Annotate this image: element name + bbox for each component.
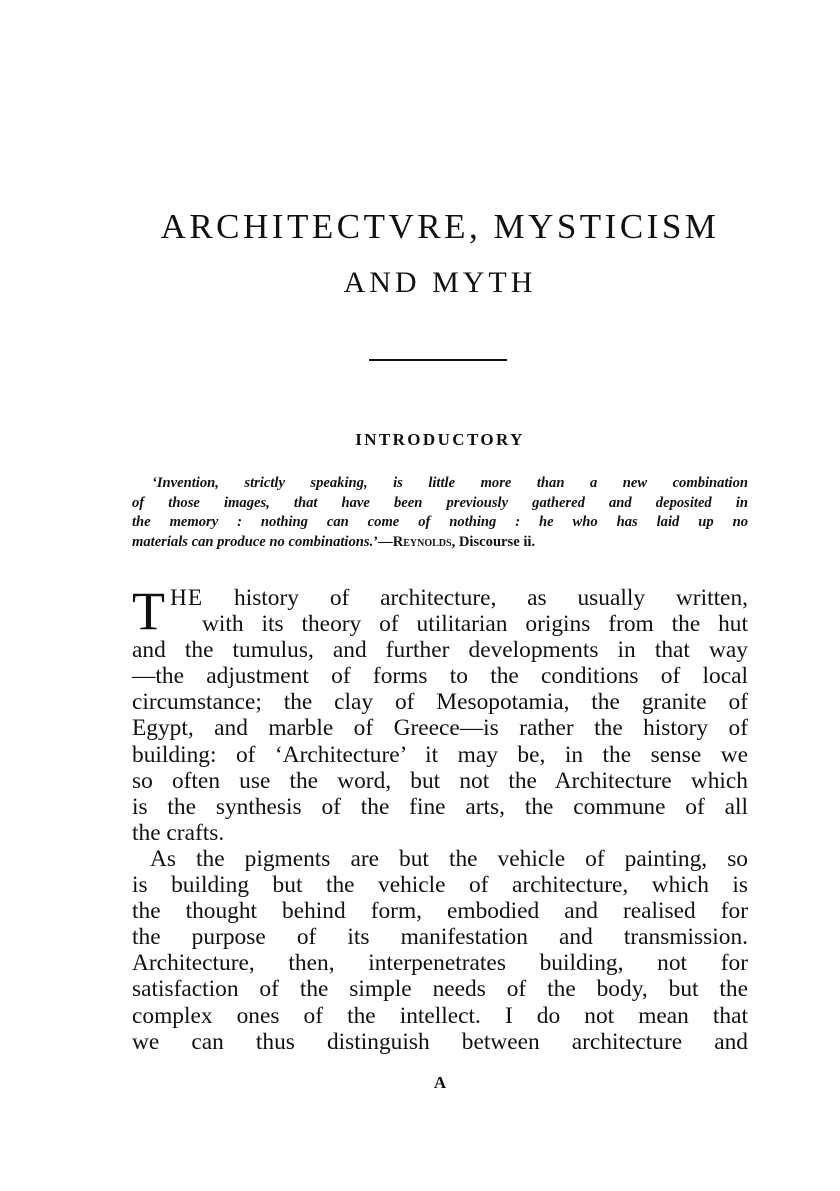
body-line: circumstance; the clay of Mesopotamia, the granite of bbox=[132, 689, 748, 716]
body-line: the purpose of its manifestation and transmission. bbox=[132, 924, 748, 951]
body-line: —the adjustment of forms to the conditions of local bbox=[132, 663, 748, 690]
epigraph-quote-close: ’— bbox=[373, 533, 393, 550]
body-line: the crafts. bbox=[132, 819, 225, 846]
body-line: As the pigments are but the vehicle of painting, so bbox=[150, 845, 748, 872]
body-line: complex ones of the intellect. I do not mean that bbox=[132, 1002, 748, 1029]
body-first-word-caps: HE bbox=[170, 585, 204, 611]
epigraph-line: the memory : nothing can come of nothing : he who has laid up no bbox=[132, 514, 748, 530]
body-line: satisfaction of the simple needs of the body, but the bbox=[132, 976, 748, 1003]
body-first-line-rest: history of architecture, as usually written, bbox=[234, 585, 748, 611]
epigraph-line: of those images, that have been previously gathered and deposited in bbox=[132, 494, 748, 511]
body-line: is building but the vehicle of architecture, which is bbox=[132, 872, 748, 899]
section-heading: INTRODUCTORY bbox=[355, 430, 525, 449]
title-line-2: AND MYTH bbox=[343, 266, 537, 299]
body-line: we can thus distinguish between architecture and bbox=[132, 1028, 748, 1055]
epigraph-line: ‘Invention, strictly speaking, is little more than a new combination bbox=[152, 475, 748, 491]
drop-cap: T bbox=[132, 581, 165, 641]
epigraph-source: , Discourse ii. bbox=[451, 533, 536, 550]
body-line: Egypt, and marble of Greece—is rather the history of bbox=[132, 715, 748, 742]
epigraph-line-end: materials can produce no combinations. bbox=[132, 533, 374, 550]
epigraph-citation-line bbox=[132, 533, 748, 553]
body-line: so often use the word, but not the Architecture which bbox=[132, 767, 748, 794]
epigraph bbox=[132, 474, 748, 552]
signature-mark: A bbox=[433, 1073, 447, 1092]
body-line: the thought behind form, embodied and realised for bbox=[132, 898, 748, 925]
body-line: Architecture, then, interpenetrates building, not for bbox=[132, 950, 748, 977]
body-line: building: of ‘Architecture’ it may be, in the sense we bbox=[132, 741, 748, 768]
body-line: and the tumulus, and further developments in that way bbox=[132, 637, 748, 664]
title-line-1: ARCHITECTVRE, MYSTICISM bbox=[160, 207, 720, 246]
body-line: with its theory of utilitarian origins from the hut bbox=[202, 611, 748, 638]
body-line: is the synthesis of the fine arts, the commune of all bbox=[132, 793, 748, 820]
title-rule-divider bbox=[369, 359, 507, 361]
body-text bbox=[132, 581, 748, 1055]
epigraph-author: Reynolds bbox=[392, 533, 452, 550]
